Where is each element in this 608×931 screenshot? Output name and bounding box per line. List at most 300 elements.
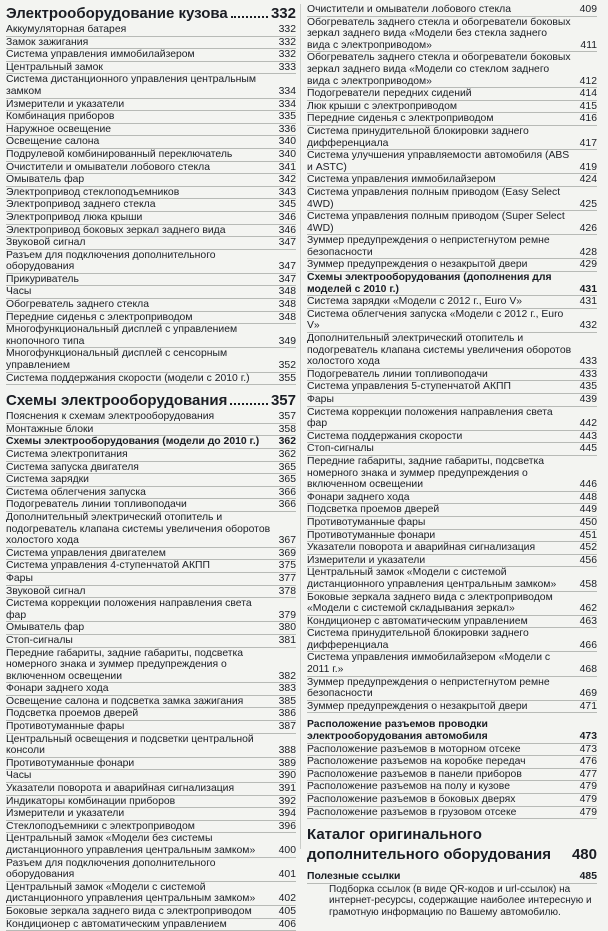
entry-label: Система управления полным приводом (Super Select 4WD)	[307, 211, 565, 234]
entry-label: Освещение салона	[6, 136, 100, 148]
toc-entry[interactable]	[6, 882, 296, 906]
page-number: 417	[579, 137, 597, 149]
page-number: 428	[579, 246, 597, 258]
entry-label: Люк крыши с электроприводом	[307, 100, 457, 112]
toc-subsection-heading[interactable]	[6, 436, 296, 449]
toc-entry[interactable]	[307, 517, 597, 530]
toc-entry[interactable]	[6, 274, 296, 287]
column-divider	[300, 4, 301, 849]
entry-label: Подрулевой комбинированный переключатель	[6, 148, 233, 160]
section-title-label: Схемы электрооборудования	[6, 392, 228, 410]
page-number: 347	[278, 237, 296, 249]
toc-entry[interactable]	[6, 111, 296, 124]
toc-entry[interactable]	[6, 62, 296, 75]
toc-entry[interactable]	[6, 462, 296, 475]
entry-label: Противотуманные фары	[6, 721, 125, 733]
entry-label: Подсветка проемов дверей	[6, 708, 139, 720]
toc-entry[interactable]	[6, 225, 296, 238]
toc-entry[interactable]	[6, 622, 296, 635]
page-number: 406	[278, 918, 296, 930]
page-number: 405	[278, 905, 296, 917]
toc-entry[interactable]	[307, 807, 597, 820]
entry-label: Система коррекции положения направления света фар	[6, 598, 252, 621]
page-number: 449	[579, 504, 597, 516]
page-number: 340	[278, 136, 296, 148]
entry-label: Монтажные блоки	[6, 423, 94, 435]
entry-label: Кондиционер с автоматическим управлением	[307, 615, 528, 627]
toc-entry[interactable]	[6, 124, 296, 137]
dot-leader	[230, 403, 268, 405]
toc-entry[interactable]	[6, 136, 296, 149]
toc-entry[interactable]	[6, 487, 296, 500]
page-number: 425	[579, 198, 597, 210]
entry-label: Центральный замок «Модели без системы дистанционного управления центральным замком»	[6, 833, 256, 856]
toc-entry[interactable]	[307, 211, 597, 235]
toc-entry[interactable]	[6, 99, 296, 112]
page-number: 479	[579, 794, 597, 805]
toc-entry[interactable]	[307, 567, 597, 591]
page-number: 443	[579, 430, 597, 442]
page-number: 347	[278, 261, 296, 273]
page-number: 346	[278, 224, 296, 236]
page-number: 476	[579, 756, 597, 768]
page-number: 366	[278, 499, 296, 511]
toc-entry[interactable]	[307, 652, 597, 676]
entry-label: Система принудительной блокировки заднего дифференциала	[307, 125, 529, 149]
entry-label: Боковые зеркала заднего вида с электроприводом	[6, 905, 252, 917]
toc-entry[interactable]	[307, 381, 597, 394]
entry-label: Замок зажигания	[6, 36, 89, 48]
entry-label: Система улучшения управляемости автомобиля (ABS и ASTC)	[307, 150, 570, 173]
toc-entry[interactable]	[6, 758, 296, 771]
entry-label: Система управления иммобилайзером	[307, 174, 496, 186]
toc-entry[interactable]	[6, 821, 296, 834]
page-number: 378	[278, 585, 296, 597]
toc-entry[interactable]	[6, 449, 296, 462]
page-number: 348	[278, 299, 296, 311]
entry-label: Зуммер предупреждения о непристегнутом ремне безопасности	[307, 235, 550, 258]
toc-entry[interactable]	[6, 808, 296, 821]
toc-entry[interactable]	[6, 833, 296, 857]
page-number: 388	[278, 745, 296, 757]
toc-entry[interactable]	[6, 683, 296, 696]
page-number: 402	[278, 893, 296, 905]
toc-entry[interactable]	[6, 149, 296, 162]
page-number: 332	[278, 49, 296, 61]
entry-label: Подогреватели передних сидений	[307, 88, 472, 100]
page-number: 380	[278, 622, 296, 634]
page-number: 346	[278, 211, 296, 223]
toc-entry[interactable]	[6, 721, 296, 734]
entry-label: Подогреватель линии топливоподачи	[307, 368, 488, 380]
toc-entry[interactable]	[307, 333, 597, 369]
page-number: 369	[278, 547, 296, 559]
entry-label: Многофункциональный дисплей с управлением кнопочного типа	[6, 324, 238, 347]
page-number: 391	[278, 783, 296, 795]
toc-entry[interactable]	[307, 701, 597, 714]
entry-label: Разъем для подключения дополнительного оборудования	[6, 249, 216, 273]
toc-entry[interactable]	[307, 794, 597, 807]
page-number: 343	[278, 186, 296, 198]
page-number: 433	[579, 356, 597, 368]
page-number: 451	[579, 529, 597, 541]
toc-entry[interactable]	[6, 796, 296, 809]
entry-label: Система облегчения запуска «Модели с 2012 г., Euro V»	[307, 308, 564, 332]
toc-entry[interactable]	[6, 187, 296, 200]
toc-entry[interactable]	[307, 756, 597, 769]
toc-entry[interactable]	[6, 635, 296, 648]
toc-entry[interactable]	[6, 783, 296, 796]
entry-label: Электропривод люка крыши	[6, 211, 143, 223]
toc-entry[interactable]	[6, 324, 296, 348]
toc-entry[interactable]	[307, 504, 597, 517]
toc-entry[interactable]	[307, 769, 597, 782]
entry-label: Расположение разъемов в моторном отсеке	[307, 743, 521, 755]
toc-entry[interactable]	[6, 49, 296, 62]
page-number: 365	[278, 461, 296, 473]
entry-label: Дополнительный электрический отопитель и подогреватель клапана системы увеличения оборотов холостого хода	[307, 333, 572, 368]
entry-label: Передние габариты, задние габариты, подсветка номерного знака и зуммер предупреждения о включенном освещении	[6, 647, 244, 682]
page-number: 431	[579, 296, 597, 308]
entry-label: Электропривод стеклоподъемников	[6, 186, 180, 198]
page-number: 450	[579, 516, 597, 528]
page-number: 383	[278, 683, 296, 695]
page-number: 429	[579, 259, 597, 271]
entry-label: Фонари заднего хода	[307, 491, 410, 503]
page-number: 424	[579, 174, 597, 186]
section-title-label: Каталог оригинального дополнительного оборудования	[307, 826, 551, 864]
entry-label: Передние габариты, задние габариты, подсветка номерного знака и зуммер предупреждения о включенном освещении	[307, 455, 545, 491]
toc-entry[interactable]	[307, 616, 597, 629]
page-number: 357	[278, 411, 296, 423]
page-number: 473	[579, 743, 597, 755]
entry-label: Обогреватель заднего стекла и обогреватели боковых зеркал заднего вида «Модели со стеклом заднего вида с электроприводом»	[307, 52, 571, 87]
entry-label: Подсветка проемов дверей	[307, 504, 440, 516]
page-number: 365	[278, 474, 296, 486]
page-number: 390	[278, 770, 296, 782]
entry-label: Очистители и омыватели лобового стекла	[6, 161, 210, 173]
entry-label: Часы	[6, 770, 32, 782]
toc-entry[interactable]	[307, 456, 597, 492]
entry-label: Система поддержания скорости	[307, 430, 463, 442]
dot-leader	[231, 16, 268, 18]
section-title[interactable]	[6, 4, 296, 24]
toc-entry[interactable]	[307, 17, 597, 53]
toc-entry[interactable]	[307, 259, 597, 272]
entry-label: Индикаторы комбинации приборов	[6, 795, 176, 807]
page-number: 469	[579, 688, 597, 700]
toc-entry[interactable]	[6, 560, 296, 573]
entry-label: Боковые зеркала заднего вида с электроприводом «Модели с системой складывания зеркал»	[307, 591, 553, 615]
page-number: 349	[278, 335, 296, 347]
entry-label: Измерители и указатели	[6, 98, 125, 110]
toc-entry[interactable]	[307, 443, 597, 456]
page-number: 431	[579, 283, 597, 295]
entry-label: Стеклоподъемники с электроприводом	[6, 820, 195, 832]
toc-entry[interactable]	[6, 858, 296, 882]
toc-entry[interactable]	[307, 52, 597, 88]
page-number: 416	[579, 113, 597, 125]
page-number: 445	[579, 443, 597, 455]
toc-entry[interactable]	[307, 187, 597, 211]
toc-entry[interactable]	[6, 237, 296, 250]
entry-label: Противотуманные фары	[307, 516, 426, 528]
page-number: 401	[278, 869, 296, 881]
entry-label: Система управления 4-ступенчатой АКПП	[6, 560, 210, 572]
toc-entry[interactable]	[307, 492, 597, 505]
toc-entry[interactable]	[307, 431, 597, 444]
page-number: 432	[579, 320, 597, 332]
page-number: 477	[579, 768, 597, 780]
entry-label: Система принудительной блокировки заднего дифференциала	[307, 628, 529, 651]
toc-entry[interactable]	[307, 628, 597, 652]
entry-label: Омыватель фар	[6, 174, 85, 186]
page-number: 471	[579, 700, 597, 712]
entry-label: Система электропитания	[6, 449, 128, 460]
section-title-label: Электрооборудование кузова	[6, 5, 228, 22]
toc-left-column	[6, 4, 296, 931]
toc-entry[interactable]	[307, 542, 597, 555]
page-number: 382	[278, 670, 296, 682]
entry-label: Указатели поворота и аварийная сигнализация	[307, 542, 536, 554]
toc-entry[interactable]	[6, 696, 296, 709]
toc-entry[interactable]	[6, 586, 296, 599]
section-title[interactable]	[307, 825, 597, 865]
entry-label: Система дистанционного управления центральным замком	[6, 74, 257, 97]
entry-label: Расположение разъемов на полу и кузове	[307, 781, 510, 793]
entry-label: Система коррекции положения направления света фар	[307, 406, 553, 430]
toc-bold-entry[interactable]	[307, 871, 597, 884]
toc-entry[interactable]	[307, 296, 597, 309]
page-number: 355	[278, 372, 296, 384]
entry-label: Центральный замок «Модели с системой дистанционного управления центральным замком»	[307, 567, 557, 590]
toc-entry[interactable]	[307, 235, 597, 259]
toc-entry[interactable]	[307, 113, 597, 126]
entry-label: Омыватель фар	[6, 622, 85, 634]
toc-right-column	[307, 4, 597, 918]
toc-entry[interactable]	[6, 312, 296, 325]
page-number: 468	[579, 664, 597, 676]
entry-label: Зуммер предупреждения о незакрытой двери	[307, 700, 528, 712]
page-number: 466	[579, 639, 597, 651]
page-number: 333	[278, 61, 296, 73]
toc-entry[interactable]	[307, 101, 597, 114]
entry-label: Схемы электрооборудования (модели до 2010 г.)	[6, 436, 260, 448]
entry-label: Фары	[307, 394, 334, 405]
toc-entry[interactable]	[307, 592, 597, 616]
entry-label: Указатели поворота и аварийная сигнализация	[6, 783, 235, 795]
entry-label: Комбинация приборов	[6, 111, 115, 123]
entry-label: Схемы электрооборудования (дополнения для моделей с 2010 г.)	[307, 272, 552, 295]
entry-label: Стоп-сигналы	[307, 443, 374, 455]
toc-entry[interactable]	[6, 648, 296, 684]
page-number: 357	[270, 392, 296, 410]
toc-entry[interactable]	[6, 499, 296, 512]
page-number: 345	[278, 199, 296, 211]
entry-label: Подогреватель линии топливоподачи	[6, 499, 187, 511]
entry-label: Расположение разъемов в боковых дверях	[307, 794, 516, 805]
entry-label: Система зарядки	[6, 474, 89, 486]
toc-entry[interactable]	[307, 88, 597, 101]
toc-entry[interactable]	[6, 199, 296, 212]
entry-label: Расположение разъемов проводки электрооборудования автомобиля	[307, 719, 488, 743]
page-number: 456	[579, 554, 597, 566]
page-number: 389	[278, 757, 296, 769]
page-number: 479	[579, 806, 597, 818]
entry-label: Система поддержания скорости (модели с 2010 г.)	[6, 372, 250, 384]
page-number: 386	[278, 708, 296, 720]
entry-label: Звуковой сигнал	[6, 585, 86, 597]
page-number: 479	[579, 781, 597, 793]
entry-label: Измерители и указатели	[6, 808, 125, 820]
page-number: 332	[270, 5, 296, 22]
page-number: 342	[278, 174, 296, 186]
toc-subsection-heading[interactable]	[307, 272, 597, 296]
entry-label: Система запуска двигателя	[6, 461, 139, 473]
toc-entry[interactable]	[6, 37, 296, 50]
toc-entry[interactable]	[307, 394, 597, 407]
toc-entry[interactable]	[6, 708, 296, 721]
entry-label: Центральный замок	[6, 61, 103, 73]
page-number: 335	[278, 111, 296, 123]
entry-label: Система управления иммобилайзером «Модели с 2011 г.»	[307, 652, 551, 676]
toc-entry[interactable]	[307, 407, 597, 431]
toc-entry[interactable]	[307, 126, 597, 150]
page-number: 334	[278, 85, 296, 97]
section-title[interactable]	[6, 391, 296, 411]
entry-label: Фары	[6, 572, 33, 584]
page-number: 463	[579, 615, 597, 627]
entry-label: Измерители и указатели	[307, 554, 426, 566]
page-number: 362	[278, 449, 296, 460]
toc-entry[interactable]	[6, 212, 296, 225]
entry-label: Система управления полным приводом (Easy Select 4WD)	[307, 186, 561, 210]
toc-entry[interactable]	[307, 369, 597, 382]
entry-label: Обогреватель заднего стекла и обогреватели боковых зеркал заднего вида «Модели без стекла заднего вида с электроприводом»	[307, 16, 571, 51]
entry-label: Система зарядки «Модели с 2012 г., Euro V»	[307, 296, 523, 308]
page-number: 366	[278, 486, 296, 498]
page-number: 367	[278, 535, 296, 547]
toc-entry[interactable]	[6, 174, 296, 187]
entry-label: Фонари заднего хода	[6, 683, 109, 695]
entry-label: Система управления 5-ступенчатой АКПП	[307, 381, 511, 393]
entry-label: Расположение разъемов на коробке передач	[307, 756, 526, 768]
toc-entry[interactable]	[6, 299, 296, 312]
entry-label: Дополнительный электрический отопитель и подогреватель клапана системы увеличения оборотов холостого хода	[6, 511, 271, 547]
entry-label: Электропривод боковых зеркал заднего вида	[6, 224, 226, 236]
toc-entry[interactable]	[307, 4, 597, 17]
page-number: 411	[580, 39, 597, 51]
toc-entry[interactable]	[6, 424, 296, 437]
page-number: 426	[579, 222, 597, 234]
entry-label: Передние сиденья с электроприводом	[307, 113, 494, 125]
entry-label: Расположение разъемов в грузовом отсеке	[307, 806, 517, 818]
toc-entry[interactable]	[6, 548, 296, 561]
entry-label: Наружное освещение	[6, 123, 112, 135]
toc-entry[interactable]	[6, 512, 296, 548]
entry-label: Противотуманные фонари	[6, 757, 135, 769]
toc-entry[interactable]	[6, 286, 296, 299]
page-number: 352	[278, 360, 296, 372]
toc-entry[interactable]	[307, 309, 597, 333]
page-number: 414	[579, 88, 597, 100]
entry-label: Обогреватель заднего стекла	[6, 299, 150, 311]
toc-entry[interactable]	[307, 150, 597, 174]
page-number: 332	[278, 24, 296, 35]
toc-entry[interactable]	[6, 598, 296, 622]
page-number: 435	[579, 381, 597, 393]
toc-entry[interactable]	[6, 906, 296, 919]
entry-label: Многофункциональный дисплей с сенсорным управлением	[6, 348, 228, 372]
page-number: 396	[278, 820, 296, 832]
toc-subsection-heading[interactable]	[307, 719, 597, 743]
page-number: 446	[579, 479, 597, 491]
entry-label: Система облегчения запуска	[6, 486, 146, 498]
page-number: 473	[579, 731, 597, 743]
entry-label: Кондиционер с автоматическим управлением	[6, 918, 227, 930]
toc-entry[interactable]	[6, 74, 296, 98]
page-number: 348	[278, 311, 296, 323]
page-number: 379	[278, 609, 296, 621]
page-number: 392	[278, 795, 296, 807]
toc-entry[interactable]	[6, 474, 296, 487]
toc-entry[interactable]	[307, 530, 597, 543]
page-number: 347	[278, 273, 296, 285]
page-number: 381	[278, 634, 296, 646]
page-number: 394	[278, 808, 296, 820]
toc-entry[interactable]	[6, 24, 296, 37]
entry-label: Часы	[6, 286, 32, 298]
toc-entry[interactable]	[6, 250, 296, 274]
page-number: 387	[278, 721, 296, 733]
page-number: 439	[579, 394, 597, 405]
toc-entry[interactable]	[6, 162, 296, 175]
page-number: 358	[278, 423, 296, 435]
entry-note: Подборка ссылок (в виде QR-кодов и url-ссылок) на интернет-ресурсы, содержащие наиболее интересную и грамотную информацию по Вашему автомобилю.	[329, 883, 592, 918]
entry-label: Зуммер предупреждения о незакрытой двери	[307, 259, 528, 271]
page-number: 377	[278, 572, 296, 584]
entry-label: Полезные ссылки	[307, 871, 401, 883]
toc-entry[interactable]	[6, 573, 296, 586]
entry-label: Противотуманные фонари	[307, 529, 436, 541]
page-number: 480	[571, 846, 597, 864]
toc-entry[interactable]	[307, 555, 597, 568]
entry-label: Аккумуляторная батарея	[6, 24, 127, 35]
page-number: 412	[579, 75, 597, 87]
page-number: 362	[278, 436, 296, 448]
toc-entry[interactable]	[307, 744, 597, 757]
entry-label: Разъем для подключения дополнительного оборудования	[6, 857, 216, 881]
toc-entry[interactable]	[6, 373, 296, 386]
toc-entry[interactable]	[6, 348, 296, 372]
toc-entry[interactable]	[6, 734, 296, 758]
toc-entry[interactable]	[6, 411, 296, 424]
toc-entry[interactable]	[307, 174, 597, 187]
entry-label: Расположение разъемов в панели приборов	[307, 768, 522, 780]
entry-label: Система управления иммобилайзером	[6, 49, 195, 61]
toc-entry[interactable]	[6, 770, 296, 783]
page-number: 448	[579, 491, 597, 503]
entry-label: Очистители и омыватели лобового стекла	[307, 4, 511, 15]
entry-label: Стоп-сигналы	[6, 634, 73, 646]
toc-entry[interactable]	[307, 677, 597, 701]
page-number: 348	[278, 286, 296, 298]
page-number: 442	[579, 418, 597, 430]
toc-entry[interactable]	[307, 781, 597, 794]
entry-label: Зуммер предупреждения о непристегнутом ремне безопасности	[307, 676, 550, 700]
toc-entry[interactable]	[6, 919, 296, 931]
entry-label: Прикуриватель	[6, 273, 79, 285]
